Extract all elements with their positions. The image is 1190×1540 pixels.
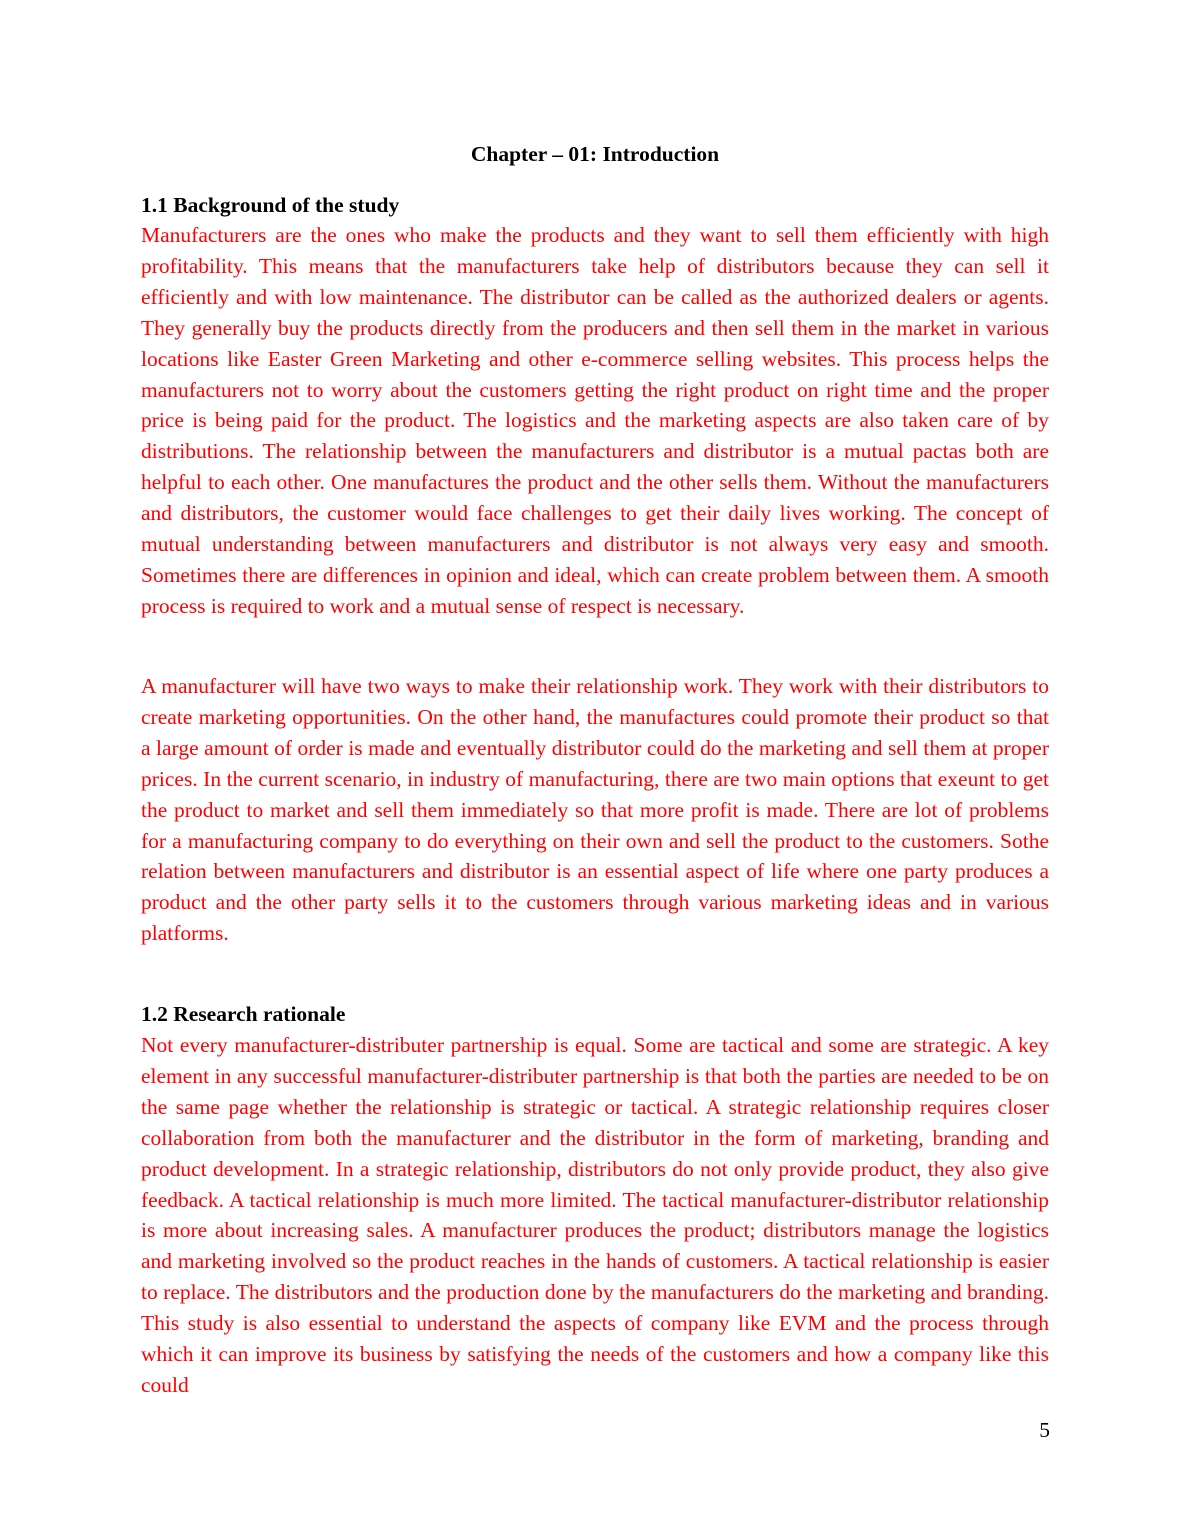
page-number: 5 [1039,1418,1050,1442]
paragraph-background-1: Manufacturers are the ones who make the products and they want to sell them efficiently with high profitability. This means that the manufacturers take help of distributors because they can sell it efficiently and with low maintenance. The distributor can be called as the authorized dealers or agents. They generally buy the products directly from the producers and then sell them in the market in various locations like Easter Green Marketing and other e-commerce selling websites. This process helps the manufacturers not to worry about the customers getting the right product on right time and the proper price is being paid for the product. The logistics and the marketing aspects are also taken care of by distributions. The relationship between the manufacturers and distributor is a mutual pactas both are helpful to each other. One manufactures the product and the other sells them. Without the manufacturers and distributors, the customer would face challenges to get their daily lives working. The concept of mutual understanding between manufacturers and distributor is not always very easy and smooth. Sometimes there are differences in opinion and ideal, which can create problem between them. A smooth process is required to work and a mutual sense of respect is necessary. [141,223,1049,618]
paragraph-research-rationale: Not every manufacturer-distributer partnership is equal. Some are tactical and some are strategic. A key element in any successful manufacturer-distributer partnership is that both the parties are needed to be on the same page whether the relationship is strategic or tactical. A strategic relationship requires closer collaboration from both the manufacturer and the distributor in the form of marketing, branding and product development. In a strategic relationship, distributors do not only provide product, they also give feedback. A tactical relationship is much more limited. The tactical manufacturer-distributor relationship is more about increasing sales. A manufacturer produces the product; distributors manage the logistics and marketing involved so the product reaches in the hands of customers. A tactical relationship is easier to replace. The distributors and the production done by the manufacturers do the marketing and branding. This study is also essential to understand the aspects of company like EVM and the process through which it can improve its business by satisfying the needs of the customers and how a company like this could [141,1033,1049,1397]
chapter-title: Chapter – 01: Introduction [470,142,720,166]
section-heading-research-rationale: 1.2 Research rationale [141,1002,346,1026]
paragraph-background-2: A manufacturer will have two ways to make their relationship work. They work with their distributors to create marketing opportunities. On the other hand, the manufactures could promote their product so that a large amount of order is made and eventually distributor could do the marketing and sell them at proper prices. In the current scenario, in industry of manufacturing, there are two main options that exeunt to get the product to market and sell them immediately so that more profit is made. There are lot of problems for a manufacturing company to do everything on their own and sell the product to the customers. Sothe relation between manufacturers and distributor is an essential aspect of life where one party produces a product and the other party sells it to the customers through various marketing ideas and in various platforms. [141,674,1049,946]
section-heading-background: 1.1 Background of the study [141,193,400,217]
